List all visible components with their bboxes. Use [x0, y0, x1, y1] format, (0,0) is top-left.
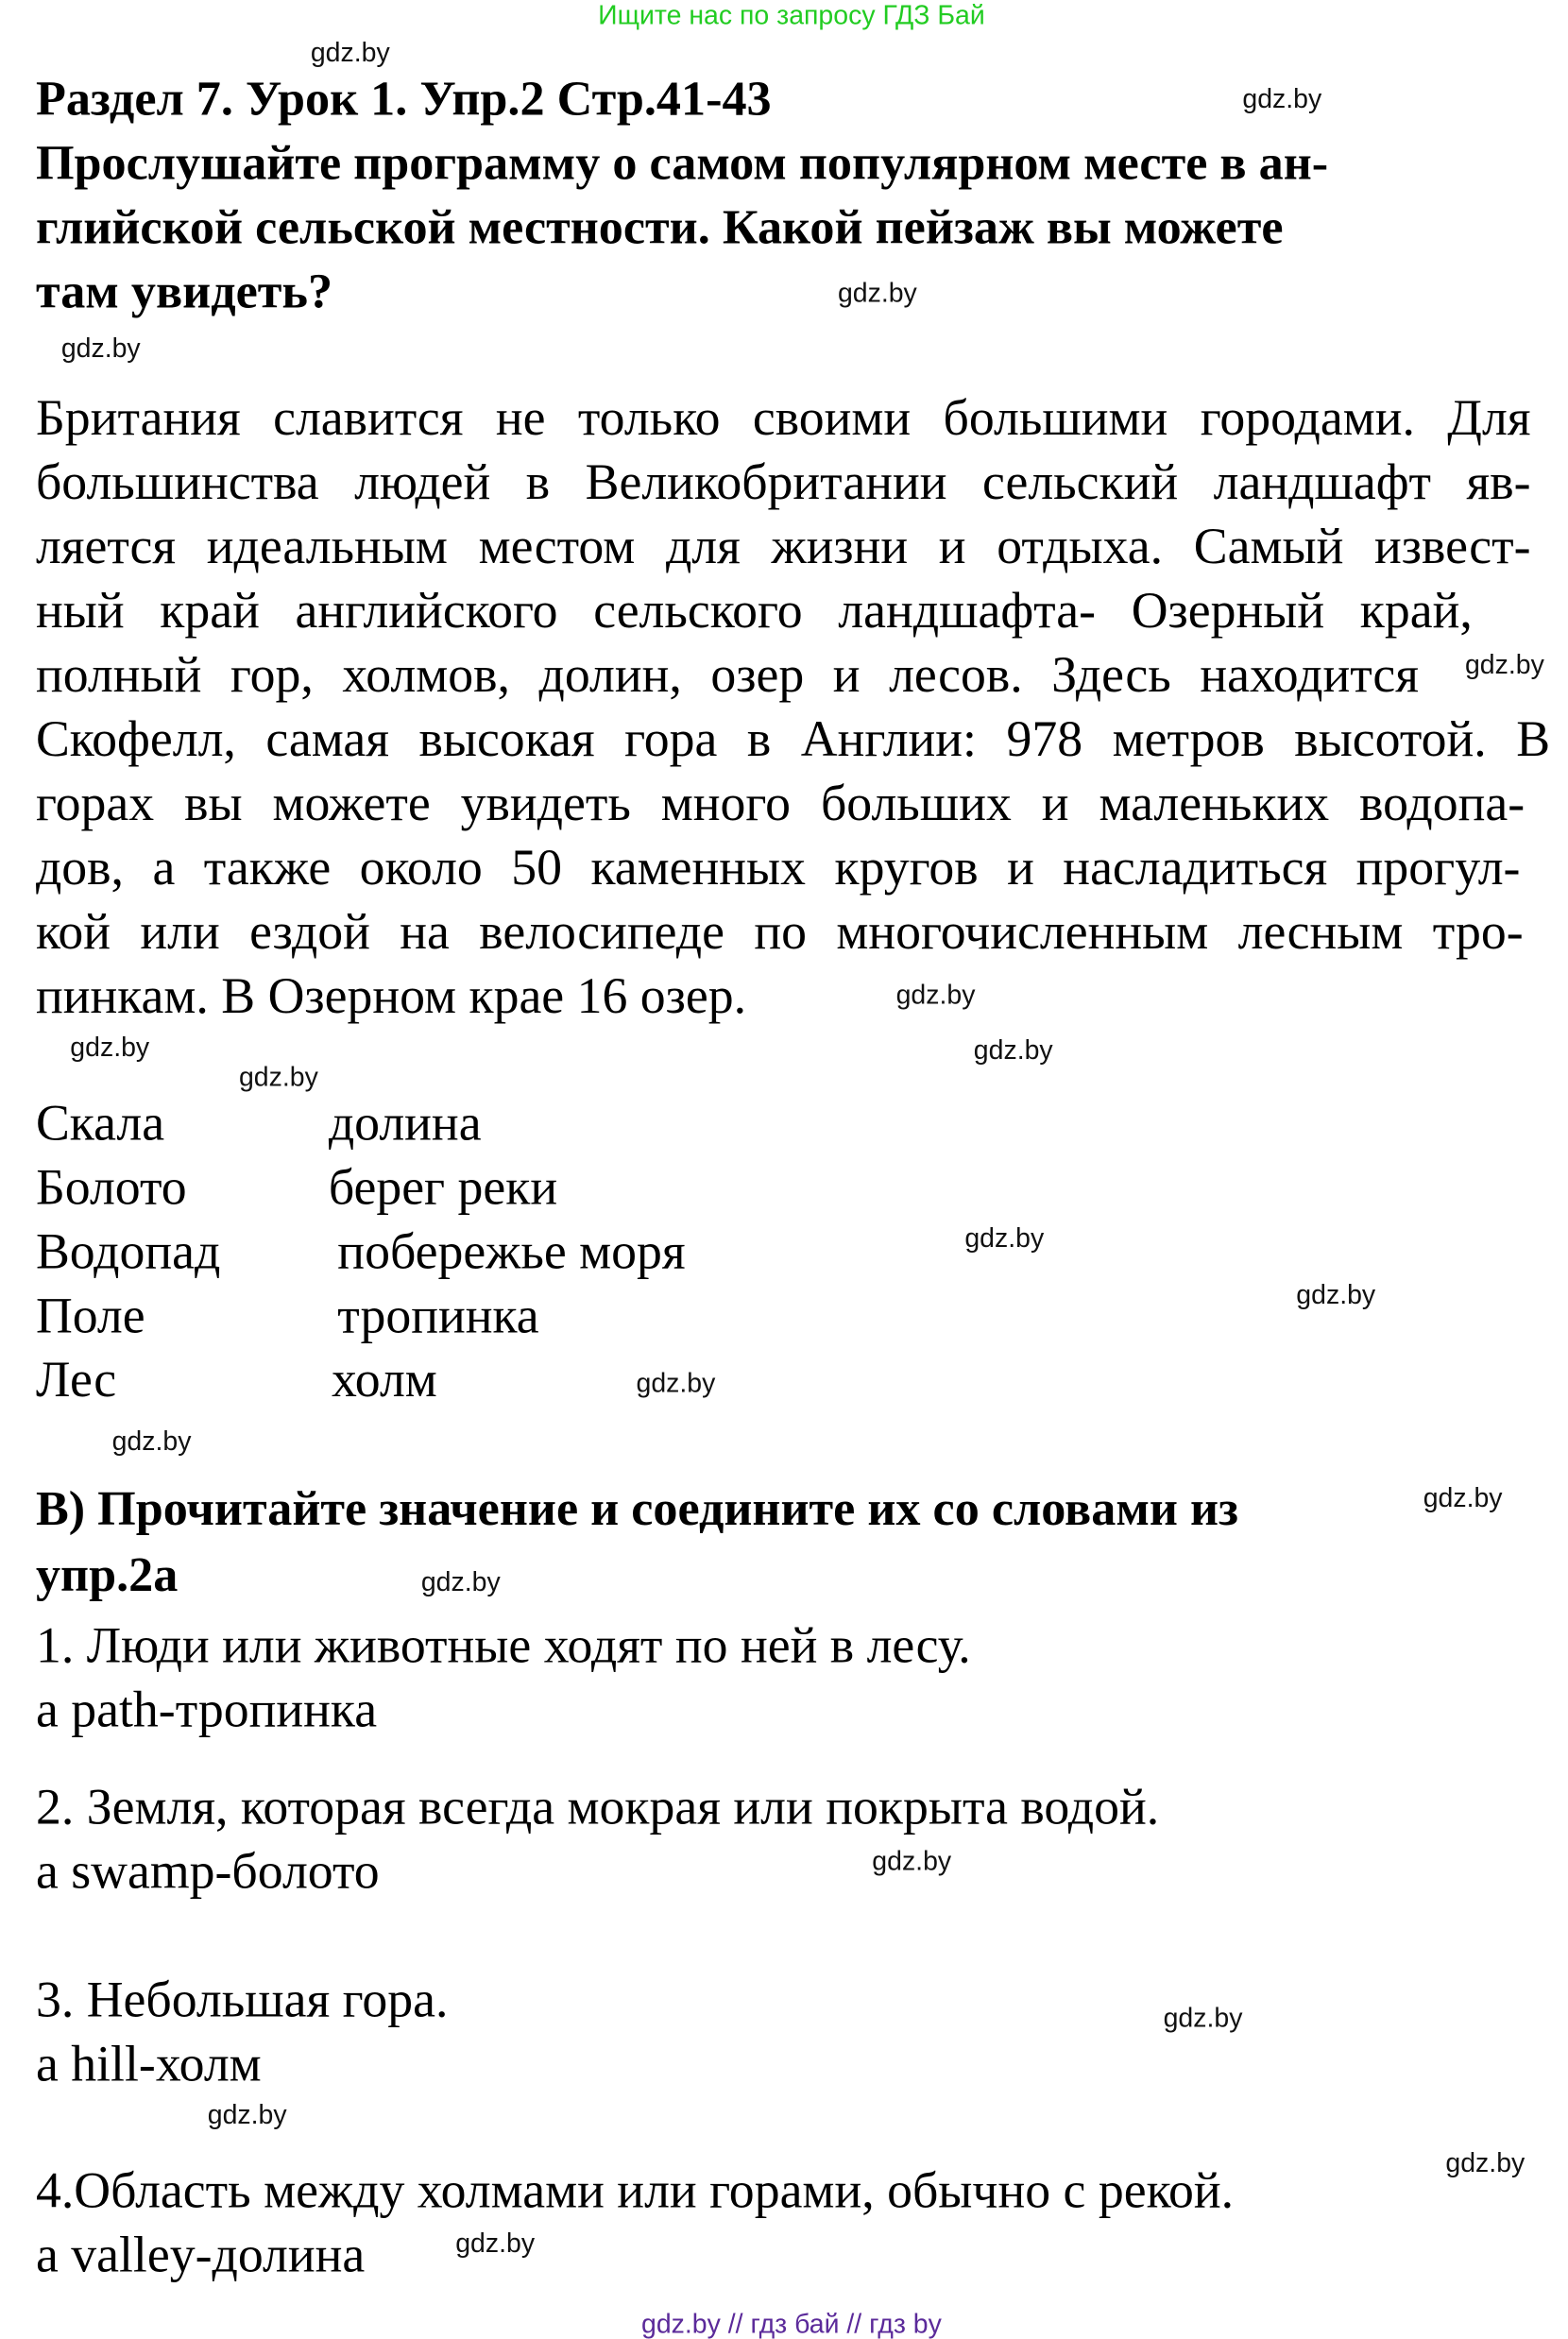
watermark: gdz.by [1296, 1279, 1376, 1310]
page-title: Раздел 7. Урок 1. Упр.2 Стр.41-43 [35, 73, 772, 128]
watermark: gdz.by [238, 1062, 318, 1092]
watermark: gdz.by [1445, 2147, 1525, 2178]
answer: a hill-холм [35, 2037, 262, 2092]
answer: a swamp-болото [35, 1844, 380, 1901]
word-right: долина [328, 1096, 482, 1152]
body-line: дов, а также около 50 каменных кругов и насладиться прогул- [35, 841, 1521, 896]
watermark: gdz.by [111, 1426, 192, 1457]
watermark: gdz.by [1242, 83, 1322, 114]
watermark: gdz.by [1423, 1482, 1503, 1513]
question: 1. Люди или животные ходят по ней в лесу. [35, 1618, 971, 1675]
question: 2. Земля, которая всегда мокрая или покрыта водой. [35, 1780, 1160, 1836]
question: 3. Небольшая гора. [35, 1972, 449, 2028]
watermark: gdz.by [420, 1566, 501, 1597]
word-left: Скала [35, 1096, 165, 1152]
body-line: пинкам. В Озерном крае 16 озер. [35, 969, 747, 1025]
word-right: берег реки [328, 1160, 558, 1216]
watermark: gdz.by [455, 2228, 536, 2259]
footer-links[interactable]: gdz.by // гдз бай // гдз by [640, 2309, 942, 2339]
word-left: Водопад [35, 1224, 221, 1280]
body-line: ляется идеальным местом для жизни и отдыха. Самый извест- [35, 520, 1531, 575]
task-line: Прослушайте программу о самом популярном месте в ан- [35, 137, 1329, 192]
top-banner[interactable]: Ищите нас по запросу ГДЗ Бай [598, 0, 985, 30]
watermark: gdz.by [207, 2099, 287, 2130]
watermark: gdz.by [872, 1846, 952, 1876]
watermark: gdz.by [1163, 2003, 1243, 2033]
body-line: Скофелл, самая высокая гора в Англии: 978 метров высотой. В [35, 712, 1551, 768]
word-left: Болото [35, 1160, 187, 1216]
watermark: gdz.by [895, 980, 976, 1010]
watermark: gdz.by [964, 1222, 1045, 1254]
task-line: глийской сельской местности. Какой пейзаж вы можете [35, 201, 1284, 256]
watermark: gdz.by [973, 1034, 1053, 1066]
word-right: холм [331, 1353, 437, 1409]
word-left: Лес [35, 1353, 117, 1409]
section-b-heading: B) Прочитайте значение и соедините их со словами из [35, 1482, 1238, 1537]
question: 4.Область между холмами или горами, обычно с рекой. [35, 2163, 1235, 2220]
word-right: побережье моря [337, 1224, 686, 1280]
body-line: ный край английского сельского ландшафта- Озерный край, [35, 584, 1473, 640]
body-line: горах вы можете увидеть много больших и маленьких водопа- [35, 777, 1525, 832]
watermark: gdz.by [837, 278, 917, 308]
section-b-heading: упр.2а [35, 1548, 179, 1603]
watermark: gdz.by [1464, 649, 1544, 680]
body-line: кой или ездой на велосипеде по многочисленным лесным тро- [35, 905, 1524, 961]
watermark: gdz.by [60, 333, 141, 364]
word-right: тропинка [337, 1289, 539, 1344]
answer: a valley-долина [35, 2228, 366, 2284]
body-line: Британия славится не только своими большими городами. Для [35, 391, 1531, 447]
body-line: полный гор, холмов, долин, озер и лесов. Здесь находится [35, 648, 1419, 704]
answer: a path-тропинка [35, 1682, 378, 1739]
watermark: gdz.by [310, 37, 390, 68]
watermark: gdz.by [636, 1368, 716, 1398]
word-left: Поле [35, 1289, 145, 1344]
watermark: gdz.by [70, 1032, 150, 1063]
task-line: там увидеть? [35, 265, 333, 320]
body-line: большинства людей в Великобритании сельский ландшафт яв- [35, 455, 1531, 511]
